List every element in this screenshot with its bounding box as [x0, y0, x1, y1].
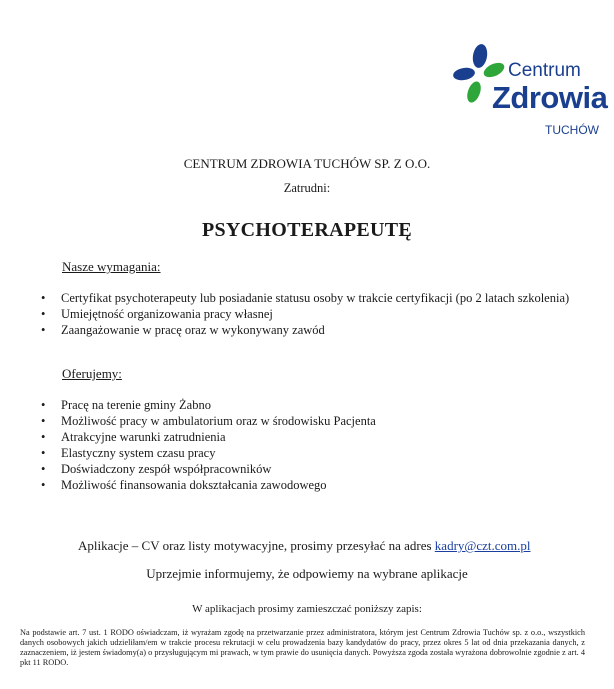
position-title: PSYCHOTERAPEUTĘ — [201, 219, 413, 241]
consent-note-heading: W aplikacjach prosimy zamieszczać poniższy zapis: — [192, 603, 422, 615]
list-item — [41, 477, 571, 493]
list-item-text: Atrakcyjne warunki zatrudnienia — [61, 430, 226, 444]
bullet: • — [41, 291, 46, 305]
consent-clause: Na podstawie art. 7 ust. 1 RODO oświadczam, iż wyrażam zgodę na przetwarzanie przez administratora, którym jest Centrum Zdrowia Tuchów sp. z o.o., wszystkich danych osobowych jakich udzieliłam/em w trakcie procesu rekrutacji w celu prowadzenia bazy kandydatów do pracy, przez okres 5 lat od dnia przekazania danych, z zaznaczeniem, iż jestem świadomy(a) o przysługującym mi prawach, w tym prawie do usunięcia danych. Powyższa zgoda została wyrażona dobrowolnie zgodnie z art. 4 pkt 11 RODO. — [20, 628, 585, 667]
logo-line-2: Zdrowia — [492, 80, 608, 115]
bullet: • — [41, 307, 46, 321]
list-item — [41, 322, 571, 338]
offer-list — [41, 397, 571, 493]
bullet: • — [41, 430, 46, 444]
requirements-heading: Nasze wymagania: — [62, 259, 161, 274]
list-item — [41, 413, 571, 429]
list-item-text: Elastyczny system czasu pracy — [61, 446, 216, 460]
list-item — [41, 290, 571, 306]
logo-line-1: Centrum — [508, 60, 581, 81]
email-link[interactable]: kadry@czt.com.pl — [434, 538, 531, 553]
bullet: • — [41, 323, 46, 337]
list-item — [41, 429, 571, 445]
bullet: • — [41, 478, 46, 492]
list-item — [41, 397, 571, 413]
list-item-text: Doświadczony zespół współpracowników — [61, 462, 272, 476]
bullet: • — [41, 446, 46, 460]
list-item-text: Możliwość finansowania dokształcania zawodowego — [61, 478, 327, 492]
application-label: Aplikacje – CV oraz listy motywacyjne, prosimy przesyłać na adres — [78, 538, 435, 553]
list-item — [41, 445, 571, 461]
list-item — [41, 306, 571, 322]
list-item-text: Umiejętność organizowania pracy własnej — [61, 307, 273, 321]
list-item-text: Certyfikat psychoterapeuty lub posiadanie statusu osoby w trakcie certyfikacji (po 2 latach szkolenia) — [61, 291, 570, 305]
logo-line-3: TUCHÓW — [545, 123, 599, 137]
bullet: • — [41, 398, 46, 412]
inform-text: Uprzejmie informujemy, że odpowiemy na wybrane aplikacje — [146, 566, 468, 581]
list-item-text: Zaangażowanie w pracę oraz w wykonywany zawód — [61, 323, 325, 337]
list-item-text: Pracę na terenie gminy Żabno — [61, 398, 211, 412]
company-name: CENTRUM ZDROWIA TUCHÓW SP. Z O.O. — [183, 156, 431, 171]
requirements-list — [41, 290, 571, 338]
list-item — [41, 461, 571, 477]
company-logo — [450, 40, 608, 150]
application-text — [78, 538, 531, 554]
bullet: • — [41, 462, 46, 476]
hiring-label: Zatrudni: — [283, 181, 331, 195]
offer-heading: Oferujemy: — [62, 366, 122, 381]
bullet: • — [41, 414, 46, 428]
list-item-text: Możliwość pracy w ambulatorium oraz w środowisku Pacjenta — [61, 414, 376, 428]
